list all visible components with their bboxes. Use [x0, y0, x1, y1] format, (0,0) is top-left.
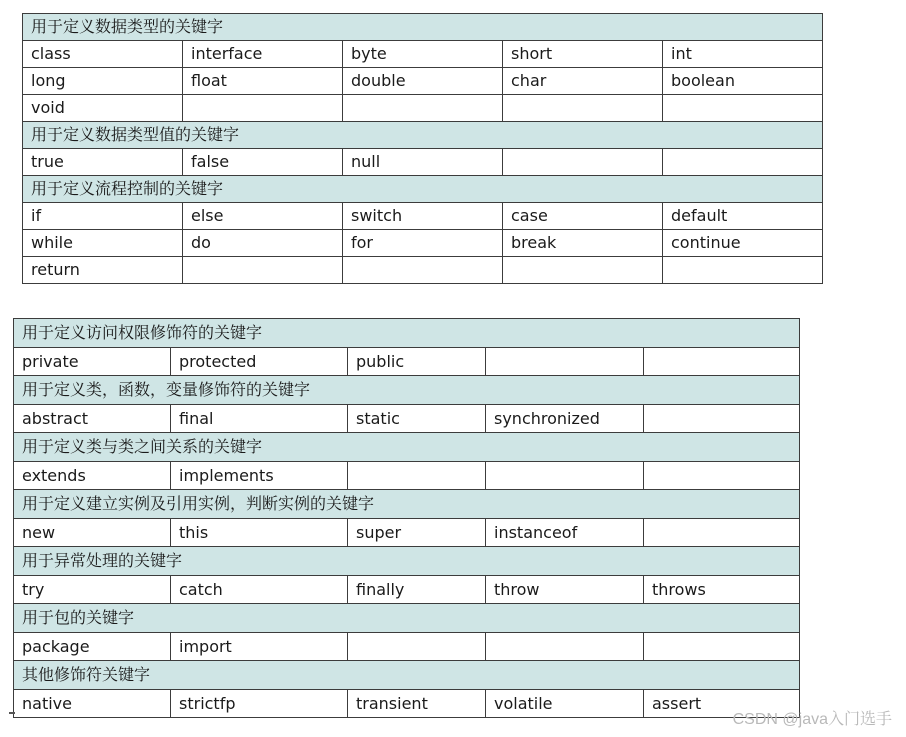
keyword-cell — [486, 347, 644, 376]
section-header-row — [23, 176, 823, 203]
keyword-cell: class — [23, 41, 183, 68]
keyword-cell — [183, 95, 343, 122]
keyword-cell: boolean — [663, 68, 823, 95]
keyword-cell: public — [348, 347, 486, 376]
section-header-row — [14, 547, 800, 576]
keyword-cell — [663, 95, 823, 122]
table-row — [14, 461, 800, 490]
keyword-cell — [503, 149, 663, 176]
keyword-cell — [348, 461, 486, 490]
keyword-cell: finally — [348, 575, 486, 604]
keyword-cell: short — [503, 41, 663, 68]
section-title: 用于定义建立实例及引用实例，判断实例的关键字 — [14, 490, 800, 519]
keyword-cell: throws — [644, 575, 800, 604]
table-row — [23, 230, 823, 257]
keyword-cell: null — [343, 149, 503, 176]
keyword-cell: instanceof — [486, 518, 644, 547]
keyword-cell: void — [23, 95, 183, 122]
keyword-cell: catch — [171, 575, 348, 604]
table-row — [14, 689, 800, 718]
table-row — [23, 68, 823, 95]
keyword-cell: while — [23, 230, 183, 257]
table-row — [23, 95, 823, 122]
keyword-cell: do — [183, 230, 343, 257]
keyword-cell: transient — [348, 689, 486, 718]
keyword-cell: else — [183, 203, 343, 230]
section-title: 用于定义访问权限修饰符的关键字 — [14, 319, 800, 348]
keyword-cell — [663, 257, 823, 284]
section-title: 用于定义类，函数，变量修饰符的关键字 — [14, 376, 800, 405]
table-row — [23, 203, 823, 230]
keyword-cell — [644, 632, 800, 661]
section-title: 用于定义流程控制的关键字 — [23, 176, 823, 203]
section-title: 用于异常处理的关键字 — [14, 547, 800, 576]
watermark: CSDN @java入门选手 — [732, 711, 892, 728]
left-edge-mark — [9, 712, 15, 714]
keyword-cell: final — [171, 404, 348, 433]
keyword-cell: continue — [663, 230, 823, 257]
table-row — [14, 632, 800, 661]
section-header-row — [14, 433, 800, 462]
table-2-body — [14, 319, 800, 718]
keyword-cell: abstract — [14, 404, 171, 433]
table-row — [23, 149, 823, 176]
section-header-row — [14, 376, 800, 405]
keyword-cell — [343, 95, 503, 122]
keyword-cell: case — [503, 203, 663, 230]
keyword-cell: implements — [171, 461, 348, 490]
keyword-cell: extends — [14, 461, 171, 490]
section-header-row — [14, 604, 800, 633]
keyword-table-2 — [13, 318, 800, 718]
keyword-cell: try — [14, 575, 171, 604]
keyword-cell — [644, 404, 800, 433]
keyword-cell: package — [14, 632, 171, 661]
keyword-cell: import — [171, 632, 348, 661]
keyword-cell: if — [23, 203, 183, 230]
section-header-row — [23, 122, 823, 149]
keyword-cell: interface — [183, 41, 343, 68]
section-header-row — [14, 661, 800, 690]
table-row — [23, 41, 823, 68]
section-header-row — [23, 14, 823, 41]
keyword-cell — [503, 257, 663, 284]
keyword-cell: switch — [343, 203, 503, 230]
table-row — [14, 518, 800, 547]
section-title: 用于定义数据类型值的关键字 — [23, 122, 823, 149]
keyword-cell: int — [663, 41, 823, 68]
keyword-cell — [503, 95, 663, 122]
keyword-cell: protected — [171, 347, 348, 376]
table-1-body — [23, 14, 823, 284]
keyword-cell: for — [343, 230, 503, 257]
keyword-cell: float — [183, 68, 343, 95]
keyword-table-1 — [22, 13, 823, 284]
section-title: 用于定义类与类之间关系的关键字 — [14, 433, 800, 462]
keyword-cell — [486, 632, 644, 661]
table-row — [14, 347, 800, 376]
keyword-cell: super — [348, 518, 486, 547]
section-title: 用于定义数据类型的关键字 — [23, 14, 823, 41]
table-row — [23, 257, 823, 284]
keyword-cell: char — [503, 68, 663, 95]
section-header-row — [14, 319, 800, 348]
keyword-cell: assert — [644, 689, 800, 718]
keyword-cell: true — [23, 149, 183, 176]
keyword-cell: byte — [343, 41, 503, 68]
table-row — [14, 575, 800, 604]
keyword-cell: synchronized — [486, 404, 644, 433]
keyword-cell — [644, 518, 800, 547]
section-title: 用于包的关键字 — [14, 604, 800, 633]
keyword-cell: long — [23, 68, 183, 95]
keyword-cell: private — [14, 347, 171, 376]
keyword-cell: default — [663, 203, 823, 230]
keyword-cell: this — [171, 518, 348, 547]
keyword-cell: false — [183, 149, 343, 176]
keyword-cell — [343, 257, 503, 284]
keyword-cell: return — [23, 257, 183, 284]
keyword-cell: static — [348, 404, 486, 433]
keyword-cell: new — [14, 518, 171, 547]
keyword-cell: throw — [486, 575, 644, 604]
keyword-cell: volatile — [486, 689, 644, 718]
section-header-row — [14, 490, 800, 519]
keyword-cell: break — [503, 230, 663, 257]
keyword-cell: strictfp — [171, 689, 348, 718]
keyword-cell: native — [14, 689, 171, 718]
keyword-cell — [486, 461, 644, 490]
keyword-cell — [644, 461, 800, 490]
keyword-cell: double — [343, 68, 503, 95]
keyword-cell — [644, 347, 800, 376]
keyword-cell — [183, 257, 343, 284]
section-title: 其他修饰符关键字 — [14, 661, 800, 690]
keyword-cell — [348, 632, 486, 661]
table-row — [14, 404, 800, 433]
keyword-cell — [663, 149, 823, 176]
